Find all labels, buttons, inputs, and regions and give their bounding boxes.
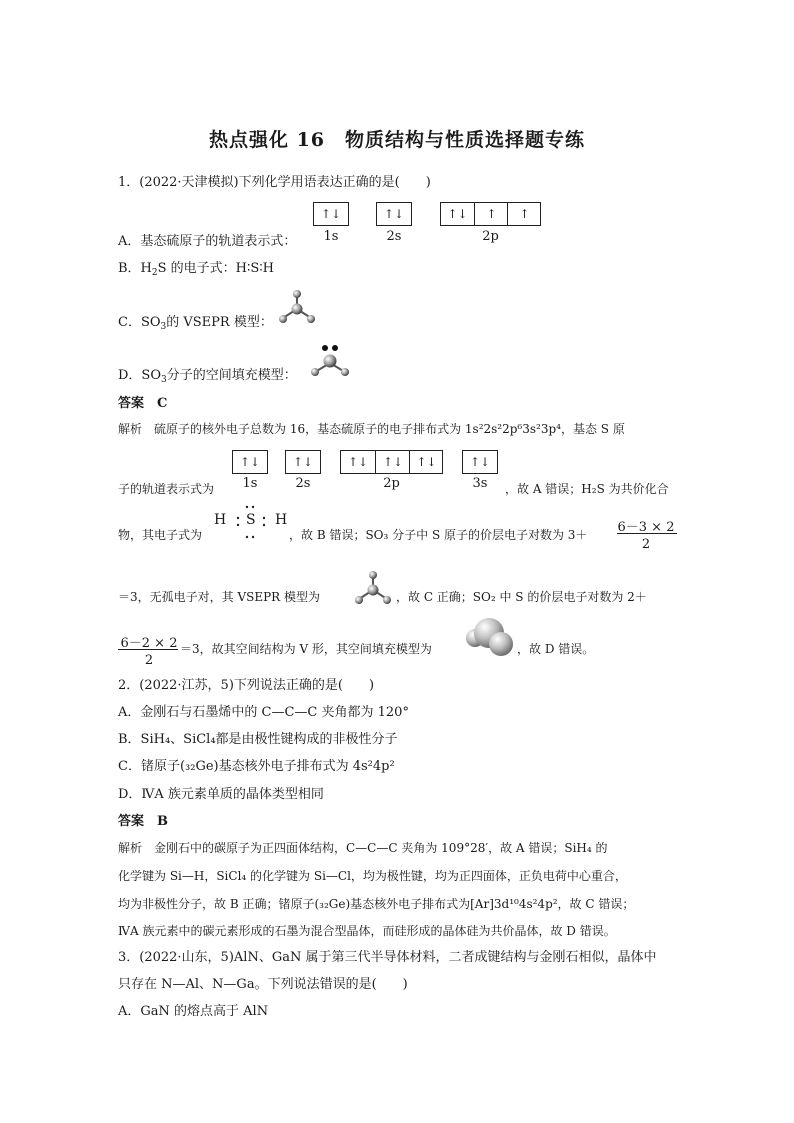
q1-option-d-post: 分子的空间填充模型： [166, 368, 297, 383]
q1-option-b-pre: B．H [118, 261, 152, 276]
q1-option-c-post: 的 VSEPR 模型： [166, 315, 273, 330]
q1-orbital-1s-box [313, 202, 349, 226]
q1-expl-orbital-2p-cell-2: ↑↓ [375, 451, 410, 473]
q2-option-d: D．ⅣA 族元素单质的晶体类型相同 [118, 787, 324, 802]
q1-explanation-line4-post: ，故 C 正确；SO₂ 中 S 的价层电子对数为 2＋ [396, 590, 647, 604]
q2-explanation-line4: ⅣA 族元素中的碳元素形成的石墨为混合型晶体，而硅形成的晶体硅为共价晶体，故 D 错误。 [118, 924, 616, 938]
q2-explanation-line2: 化学键为 Si—H，SiCl₄ 的化学键为 Si—Cl，均为极性键，均为正四面体，正负电荷中心重合， [118, 869, 627, 883]
electron-dots [230, 504, 274, 540]
q1-orbital-1s-cell: ↑↓ [320, 207, 342, 221]
q1-option-c-pre: C．SO [118, 315, 161, 330]
q1-orbital-label-2p: 2p [482, 229, 499, 244]
q1-expl-orbital-1s-cell: ↑↓ [239, 455, 261, 469]
q1-space-filling-model-image [306, 341, 356, 381]
q1-answer: 答案 C [118, 396, 168, 411]
q2-option-a: A．金刚石与石墨烯中的 C—C—C 夹角都为 120° [118, 705, 409, 720]
q2-answer: 答案 B [118, 814, 168, 829]
q1-expl-orbital-2s-cell: ↑↓ [292, 455, 314, 469]
q1-expl-orbital-3s-box [462, 450, 498, 474]
q2-explanation-line1: 解析 金刚石中的碳原子为正四面体结构，C—C—C 夹角为 109°28′，故 A 错误；SiH₄ 的 [118, 841, 608, 855]
q1-frac1-denominator: 2 [641, 537, 651, 552]
q1-option-b-sub: 2 [151, 268, 158, 278]
q1-explanation-line2-post: ，故 A 错误；H₂S 为共价化合 [505, 482, 669, 496]
q1-frac1-numerator: 6－3 × 2 [617, 520, 675, 535]
q1-orbital-2p-cell-3: ↑ [507, 203, 541, 225]
q1-option-c-sub: 3 [160, 322, 167, 332]
q3-option-a: A．GaN 的熔点高于 AlN [118, 1004, 269, 1019]
q1-orbital-2s-cell: ↑↓ [383, 207, 405, 221]
q1-option-b [118, 261, 274, 277]
q1-orbital-2p-box [440, 202, 541, 226]
q1-frac2-line [118, 649, 178, 650]
q1-frac2-denominator: 2 [144, 653, 154, 668]
q1-expl-orbital-2p-cell-3: ↑↓ [409, 451, 443, 473]
q2-stem: 2．(2022·江苏，5)下列说法正确的是( ) [118, 678, 375, 693]
q1-explanation-line5-pre: ＝3，故其空间结构为 V 形，其空间填充模型为 [180, 642, 432, 656]
q1-expl-orbital-2p-cell-1: ↑↓ [347, 455, 369, 469]
q1-orbital-2s-box [376, 202, 412, 226]
q1-expl-orbital-1s-box [232, 450, 268, 474]
q1-expl-orbital-2p-box [340, 450, 443, 474]
q2-explanation-line3: 均为非极性分子，故 B 正确；锗原子(₃₂Ge)基态核外电子排布式为[Ar]3d¹⁰4s²4p²，故 C 错误； [118, 897, 635, 911]
q1-orbital-2p-cell-2: ↑ [474, 203, 508, 225]
q1-vsepr-model-image [273, 289, 323, 327]
q1-expl-orbital-label-1s: 1s [242, 476, 258, 491]
q1-option-a: A．基态硫原子的轨道表示式： [118, 234, 297, 249]
q1-explanation-line5-post: ，故 D 错误。 [517, 642, 595, 656]
q1-expl-orbital-3s-cell: ↑↓ [469, 455, 491, 469]
q1-frac2-numerator: 6－2 × 2 [120, 636, 178, 651]
q1-option-d [118, 368, 297, 384]
electron-h-right: H [275, 512, 288, 528]
q1-explanation-line3-post: ，故 B 错误；SO₃ 分子中 S 原子的价层电子对数为 3＋ [289, 528, 588, 542]
q1-option-d-pre: D．SO [118, 368, 161, 383]
q1-orbital-label-2s: 2s [386, 229, 402, 244]
q1-option-b-post: S 的电子式：H∶S∶H [157, 261, 275, 276]
q1-option-c [118, 315, 273, 331]
q2-option-b: B．SiH₄、SiCl₄都是由极性键构成的非极性分子 [118, 732, 398, 747]
q3-stem-line1: 3．(2022·山东，5)AlN、GaN 属于第三代半导体材料，二者成键结构与金刚石相似，晶体中 [118, 950, 657, 965]
q1-expl-orbital-label-2p: 2p [383, 476, 400, 491]
page-title: 热点强化 16 物质结构与性质选择题专练 [208, 129, 586, 151]
q2-option-c: C．锗原子(₃₂Ge)基态核外电子排布式为 4s²4p² [118, 759, 395, 774]
electron-s: S [246, 512, 256, 528]
q1-expl-orbital-2s-box [285, 450, 321, 474]
q1-explanation-line1: 解析 硫原子的核外电子总数为 16，基态硫原子的电子排布式为 1s²2s²2p⁶3s²3p⁴，基态 S 原 [118, 422, 625, 436]
q1-orbital-label-1s: 1s [323, 229, 339, 244]
q1-expl-space-filling-image [465, 616, 517, 660]
q1-explanation-line4-pre: ＝3，无孤电子对，其 VSEPR 模型为 [118, 590, 321, 604]
q3-stem-line2: 只存在 N—Al、N—Ga。下列说法错误的是( ) [118, 977, 408, 992]
q1-stem: 1．(2022·天津模拟)下列化学用语表达正确的是( ) [118, 175, 431, 190]
electron-h-left: H [214, 512, 227, 528]
q1-orbital-2p-cell-1: ↑↓ [447, 207, 468, 221]
q1-explanation-line2-pre: 子的轨道表示式为 [118, 482, 215, 496]
q1-expl-vsepr-image [350, 570, 396, 608]
q1-frac1-line [617, 533, 677, 534]
q1-expl-orbital-label-3s: 3s [472, 476, 488, 491]
q1-option-d-sub: 3 [161, 375, 167, 385]
q1-expl-orbital-label-2s: 2s [295, 476, 311, 491]
q1-explanation-line3-pre: 物，其电子式为 [118, 528, 203, 542]
